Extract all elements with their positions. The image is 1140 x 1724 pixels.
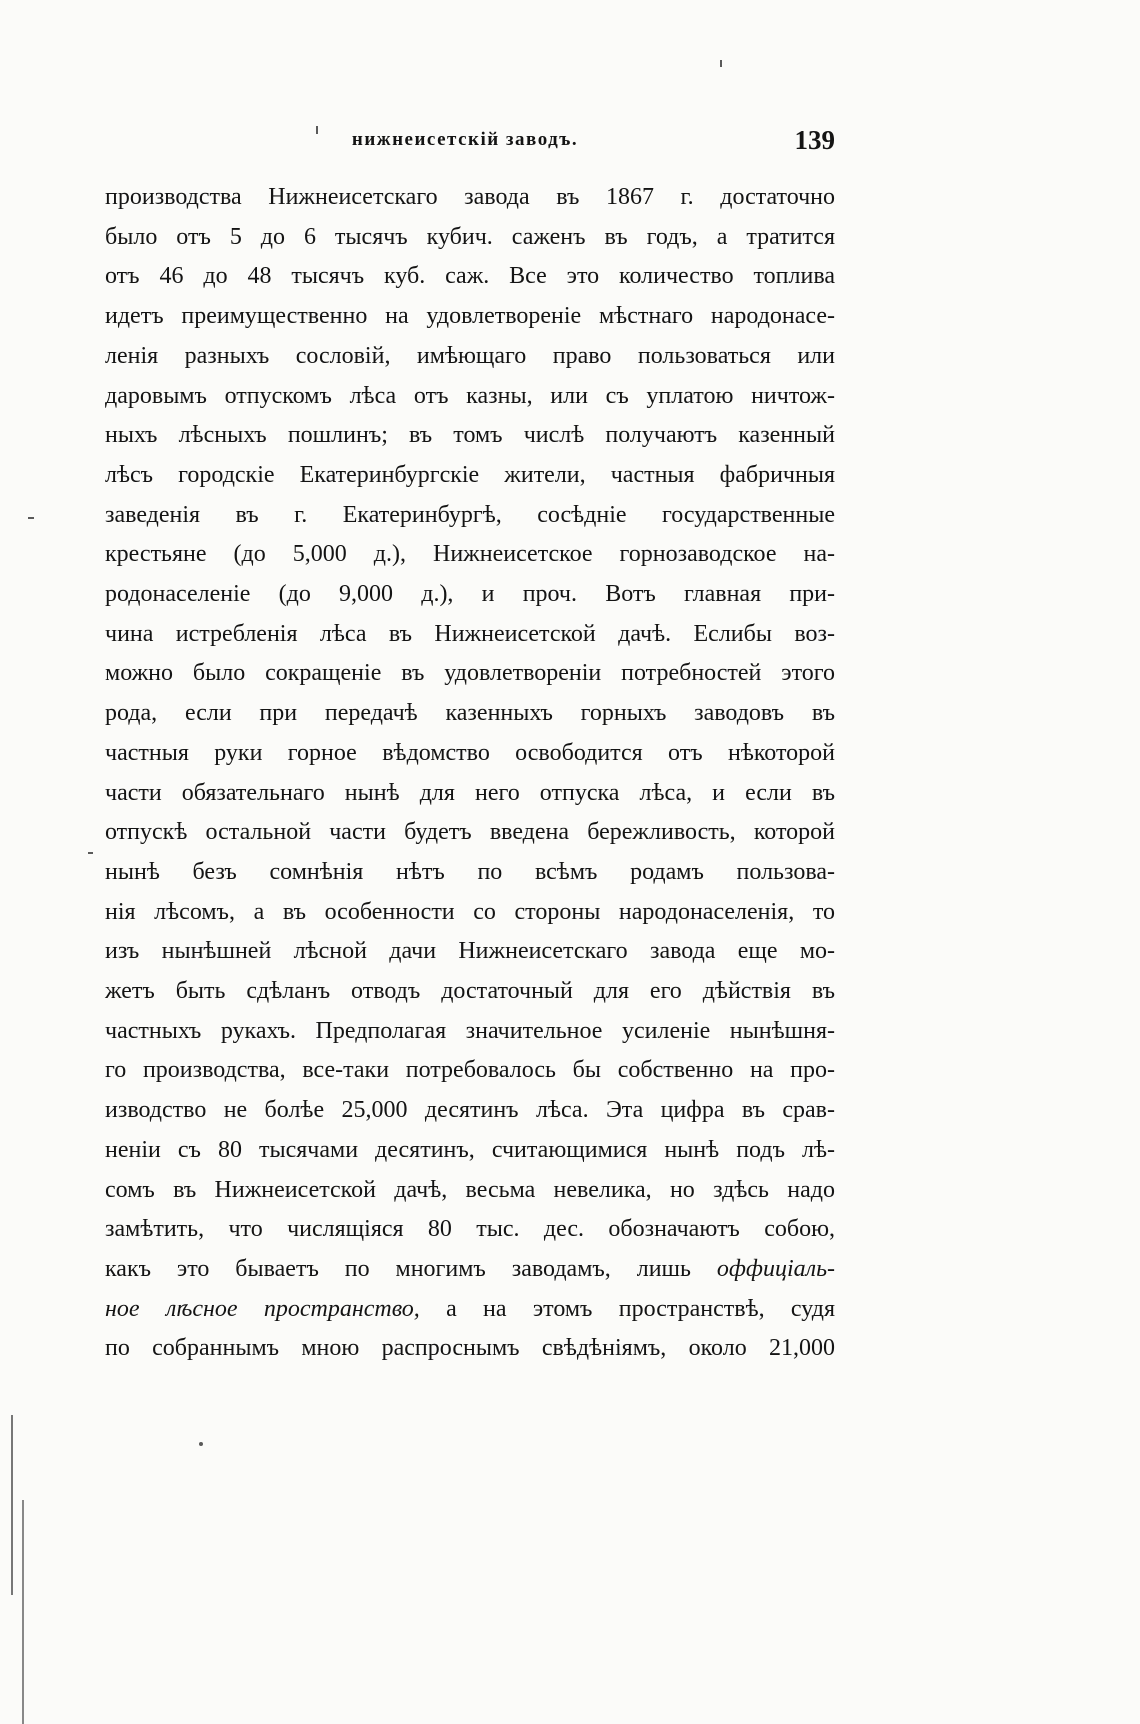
scan-speck: [199, 1442, 203, 1446]
text-line: изъ нынѣшней лѣсной дачи Нижнеисетскаго завода еще мо-: [105, 938, 835, 965]
scan-speck: [28, 517, 34, 519]
text-segment: какъ это бываетъ по многимъ заводамъ, лишь: [105, 1255, 717, 1282]
page-number: 139: [794, 125, 835, 155]
italic-text-segment: ное лѣсное пространство,: [105, 1295, 420, 1322]
text-segment: а на этомъ пространствѣ, судя: [419, 1295, 835, 1322]
text-line: [105, 1250, 835, 1290]
scan-edge-line: [11, 1415, 13, 1595]
text-line: частныхъ рукахъ. Предполагая значительное усиленіе нынѣшня-: [105, 1017, 835, 1044]
text-line: сомъ въ Нижнеисетской дачѣ, весьма невелика, но здѣсь надо: [105, 1176, 835, 1203]
text-line: можно было сокращеніе въ удовлетвореніи потребностей этого: [105, 660, 835, 687]
text-line: отпускѣ остальной части будетъ введена бережливость, которой: [105, 819, 835, 846]
text-line: рода, если при передачѣ казенныхъ горныхъ заводовъ въ: [105, 700, 835, 727]
text-line: идетъ преимущественно на удовлетвореніе мѣстнаго народонасе-: [105, 303, 835, 330]
scan-speck: [88, 852, 93, 854]
text-line: частныя руки горное вѣдомство освободится отъ нѣкоторой: [105, 739, 835, 766]
scan-edge-line: [22, 1500, 24, 1724]
text-line: лѣсъ городскіе Екатеринбургскіе жители, частныя фабричныя: [105, 461, 835, 488]
text-line: крестьяне (до 5,000 д.), Нижнеисетское горнозаводское на-: [105, 541, 835, 568]
text-line: неніи съ 80 тысячами десятинъ, считающимися нынѣ подъ лѣ-: [105, 1136, 835, 1163]
italic-text-segment: оффиціаль-: [716, 1255, 835, 1282]
text-line: ленія разныхъ сословій, имѣющаго право пользоваться или: [105, 342, 835, 369]
text-line: нынѣ безъ сомнѣнія нѣтъ по всѣмъ родамъ пользова-: [105, 858, 835, 885]
text-line: части обязательнаго нынѣ для него отпуска лѣса, и если въ: [105, 779, 835, 806]
text-line: чина истребленія лѣса въ Нижнеисетской дачѣ. Еслибы воз-: [105, 620, 835, 647]
text-line: даровымъ отпускомъ лѣса отъ казны, или съ уплатою ничтож-: [105, 382, 835, 409]
text-line: по собраннымъ мною распроснымъ свѣдѣніямъ, около 21,000: [105, 1335, 835, 1362]
body-text: [105, 178, 835, 1369]
running-title: нижнеисетскій заводъ.: [351, 129, 579, 150]
scan-speck: [316, 126, 318, 134]
text-line: было отъ 5 до 6 тысячъ кубич. саженъ въ годъ, а тратится: [105, 223, 835, 250]
text-line: изводство не болѣе 25,000 десятинъ лѣса. Эта цифра въ срав-: [105, 1097, 835, 1124]
text-line: нія лѣсомъ, а въ особенности со стороны народонаселенія, то: [105, 898, 835, 925]
text-line: [105, 1290, 835, 1330]
text-line: производства Нижнеисетскаго завода въ 1867 г. достаточно: [105, 184, 835, 210]
text-line: замѣтить, что числящіяся 80 тыс. дес. обозначаютъ собою,: [105, 1216, 835, 1243]
text-line: го производства, все-таки потребовалось бы собственно на про-: [105, 1057, 835, 1084]
text-line: отъ 46 до 48 тысячъ куб. саж. Все это количество топлива: [105, 263, 835, 290]
text-line: родонаселеніе (до 9,000 д.), и проч. Вотъ главная при-: [105, 581, 835, 608]
text-line: ныхъ лѣсныхъ пошлинъ; въ томъ числѣ получаютъ казенный: [105, 422, 835, 449]
text-line: жетъ быть сдѣланъ отводъ достаточный для его дѣйствія въ: [105, 978, 835, 1005]
text-line: заведенія въ г. Екатеринбургѣ, сосѣдніе государственные: [105, 501, 835, 528]
scan-speck: [720, 60, 722, 67]
